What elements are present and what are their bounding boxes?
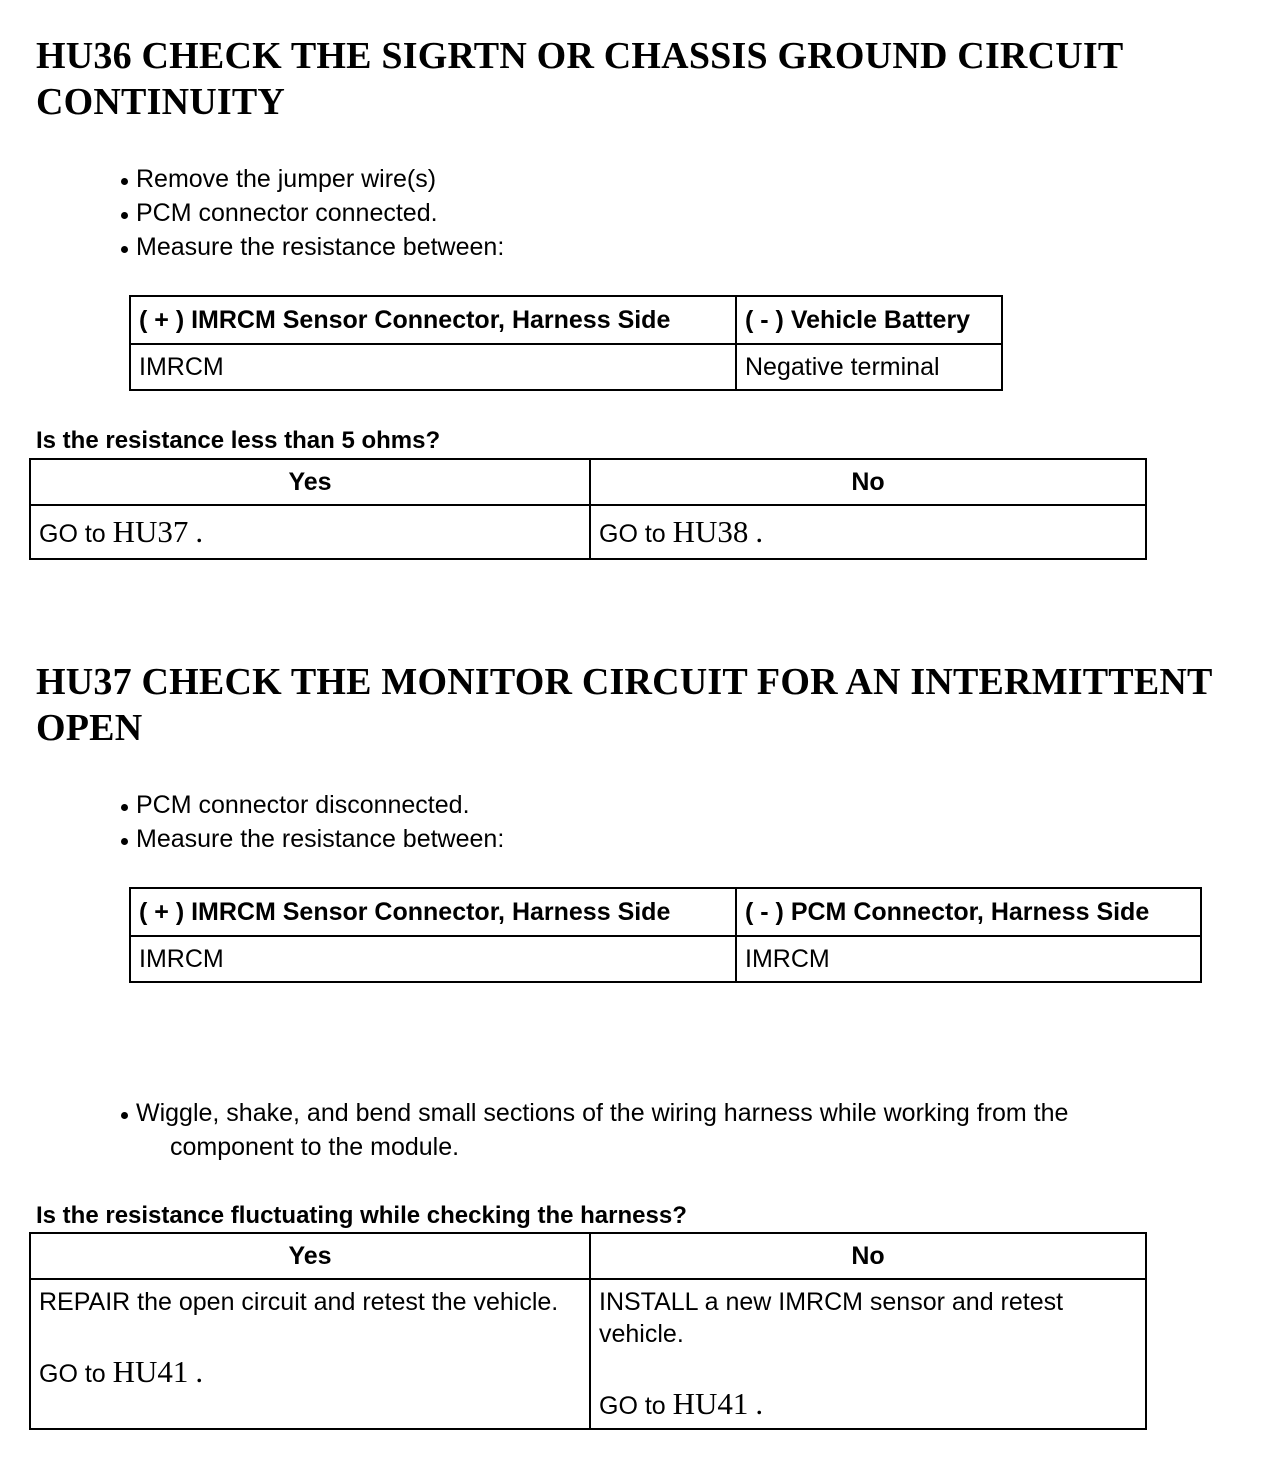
no-header: No bbox=[590, 459, 1146, 505]
goto-prefix: GO to bbox=[599, 1392, 666, 1420]
list-item: PCM connector connected. bbox=[118, 196, 504, 230]
table-cell: IMRCM bbox=[130, 344, 736, 390]
column-header: ( - ) PCM Connector, Harness Side bbox=[736, 888, 1201, 936]
no-cell bbox=[590, 505, 1146, 559]
hu37-heading: HU37 CHECK THE MONITOR CIRCUIT FOR AN INTERMITTENT OPEN bbox=[36, 661, 1212, 749]
hu37-question: Is the resistance fluctuating while checking the harness? bbox=[36, 1202, 687, 1229]
list-item: Measure the resistance between: bbox=[118, 822, 504, 856]
hu37-wiggle-list bbox=[118, 1096, 1198, 1164]
no-action-text: INSTALL a new IMRCM sensor and retest vehicle. bbox=[599, 1288, 1064, 1348]
goto-prefix: GO to bbox=[39, 1360, 106, 1388]
hu36-bullet-list bbox=[118, 162, 504, 264]
yes-header: Yes bbox=[30, 459, 590, 505]
yes-header: Yes bbox=[30, 1233, 590, 1279]
column-header: ( + ) IMRCM Sensor Connector, Harness Side bbox=[130, 296, 736, 344]
goto-prefix: GO to bbox=[599, 520, 666, 548]
list-item: PCM connector disconnected. bbox=[118, 788, 504, 822]
table-cell: IMRCM bbox=[130, 936, 736, 982]
yes-goto bbox=[39, 1356, 581, 1390]
table-header-row bbox=[130, 888, 1201, 936]
period: . bbox=[755, 514, 764, 549]
goto-hu41-link[interactable]: HU41 bbox=[672, 1386, 749, 1421]
yes-cell bbox=[30, 505, 590, 559]
table-row bbox=[30, 1279, 1146, 1429]
column-header: ( + ) IMRCM Sensor Connector, Harness Side bbox=[130, 888, 736, 936]
period: . bbox=[755, 1386, 764, 1421]
hu37-measure-table bbox=[129, 887, 1202, 983]
no-header: No bbox=[590, 1233, 1146, 1279]
goto-prefix: GO to bbox=[39, 520, 106, 548]
no-goto bbox=[599, 1388, 1137, 1422]
yes-cell bbox=[30, 1279, 590, 1429]
hu36-question: Is the resistance less than 5 ohms? bbox=[36, 427, 441, 454]
yes-action-text: REPAIR the open circuit and retest the vehicle. bbox=[39, 1288, 559, 1316]
table-row bbox=[130, 344, 1002, 390]
hu37-bullet-list bbox=[118, 788, 504, 856]
table-header-row bbox=[30, 1233, 1146, 1279]
list-item: Remove the jumper wire(s) bbox=[118, 162, 504, 196]
table-header-row bbox=[30, 459, 1146, 505]
period: . bbox=[195, 1354, 204, 1389]
table-cell: IMRCM bbox=[736, 936, 1201, 982]
hu36-answer-table bbox=[29, 458, 1147, 560]
no-cell bbox=[590, 1279, 1146, 1429]
hu36-measure-table bbox=[129, 295, 1003, 391]
hu37-answer-table bbox=[29, 1232, 1147, 1430]
table-cell: Negative terminal bbox=[736, 344, 1002, 390]
column-header: ( - ) Vehicle Battery bbox=[736, 296, 1002, 344]
list-item: Wiggle, shake, and bend small sections of the wiring harness while working from the component to the module. bbox=[118, 1096, 1198, 1164]
table-row bbox=[130, 936, 1201, 982]
list-item: Measure the resistance between: bbox=[118, 230, 504, 264]
table-row bbox=[30, 505, 1146, 559]
goto-hu38-link[interactable]: HU38 bbox=[672, 514, 749, 549]
goto-hu37-link[interactable]: HU37 bbox=[112, 514, 189, 549]
table-header-row bbox=[130, 296, 1002, 344]
hu36-heading: HU36 CHECK THE SIGRTN OR CHASSIS GROUND CIRCUIT CONTINUITY bbox=[36, 35, 1123, 123]
period: . bbox=[195, 514, 204, 549]
goto-hu41-link[interactable]: HU41 bbox=[112, 1354, 189, 1389]
